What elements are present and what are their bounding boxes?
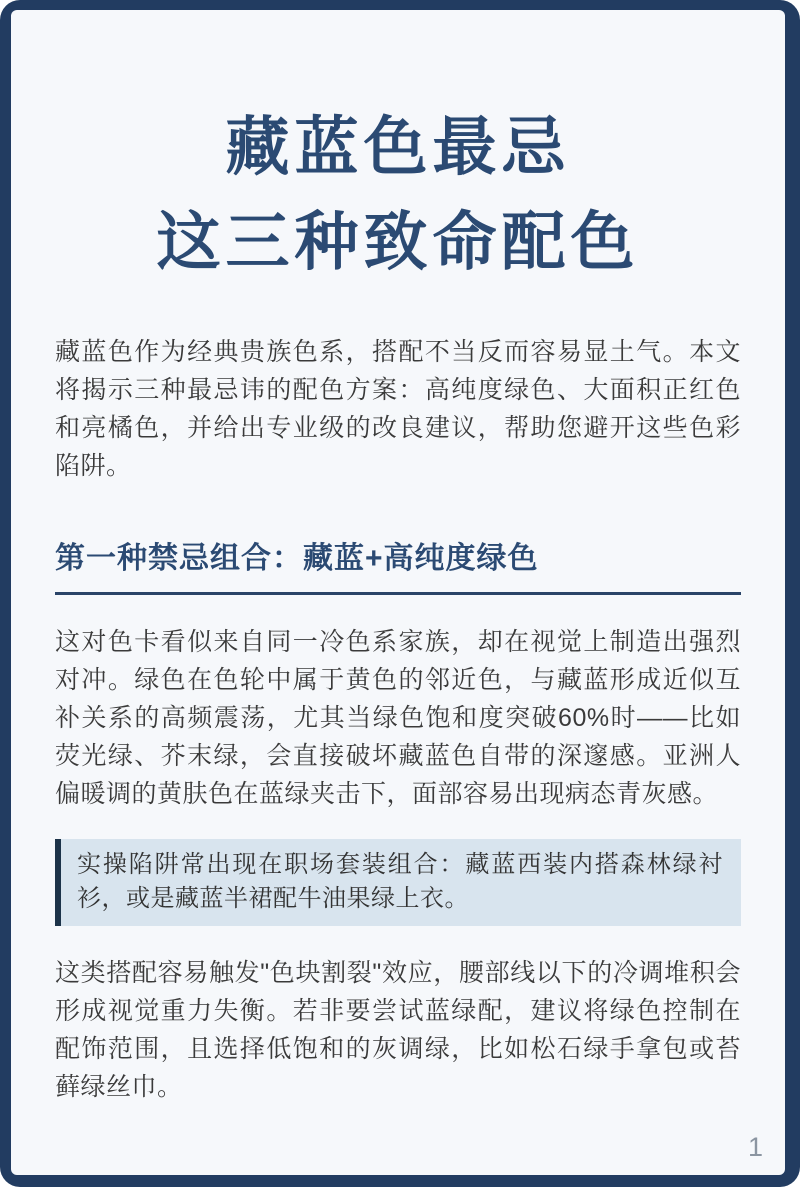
- section-heading: 第一种禁忌组合：藏蓝+高纯度绿色: [55, 533, 741, 595]
- page-number: 1: [747, 1132, 763, 1162]
- article-title: [55, 10, 741, 289]
- section-paragraph-2: 这类搭配容易触发"色块割裂"效应，腰部线以下的冷调堆积会形成视觉重力失衡。若非要尝试蓝绿配，建议将绿色控制在配饰范围，且选择低饱和的灰调绿，比如松石绿手拿包或苔藓绿丝巾。: [55, 959, 741, 1102]
- callout-text: 实操陷阱常出现在职场套装组合：藏蓝西装内搭森林绿衬衫，或是藏蓝半裙配牛油果绿上衣。: [77, 851, 723, 913]
- article-title-line-1: 藏蓝色最忌: [225, 111, 571, 183]
- article-title-line-2: 这三种致命配色: [156, 205, 640, 278]
- callout-box: [55, 839, 741, 926]
- article-page: [11, 10, 785, 1175]
- intro-paragraph: 藏蓝色作为经典贵族色系，搭配不当反而容易显土气。本文将揭示三种最忌讳的配色方案：高纯度绿色、大面积正红色和亮橘色，并给出专业级的改良建议，帮助您避开这些色彩陷阱。: [55, 338, 741, 481]
- section-paragraph-1: 这对色卡看似来自同一冷色系家族，却在视觉上制造出强烈对冲。绿色在色轮中属于黄色的邻近色，与藏蓝形成近似互补关系的高频震荡，尤其当绿色饱和度突破60%时——比如荧光绿、芥末绿，会直接破坏藏蓝色自带的深邃感。亚洲人偏暖调的黄肤色在蓝绿夹击下，面部容易出现病态青灰感。: [55, 628, 741, 809]
